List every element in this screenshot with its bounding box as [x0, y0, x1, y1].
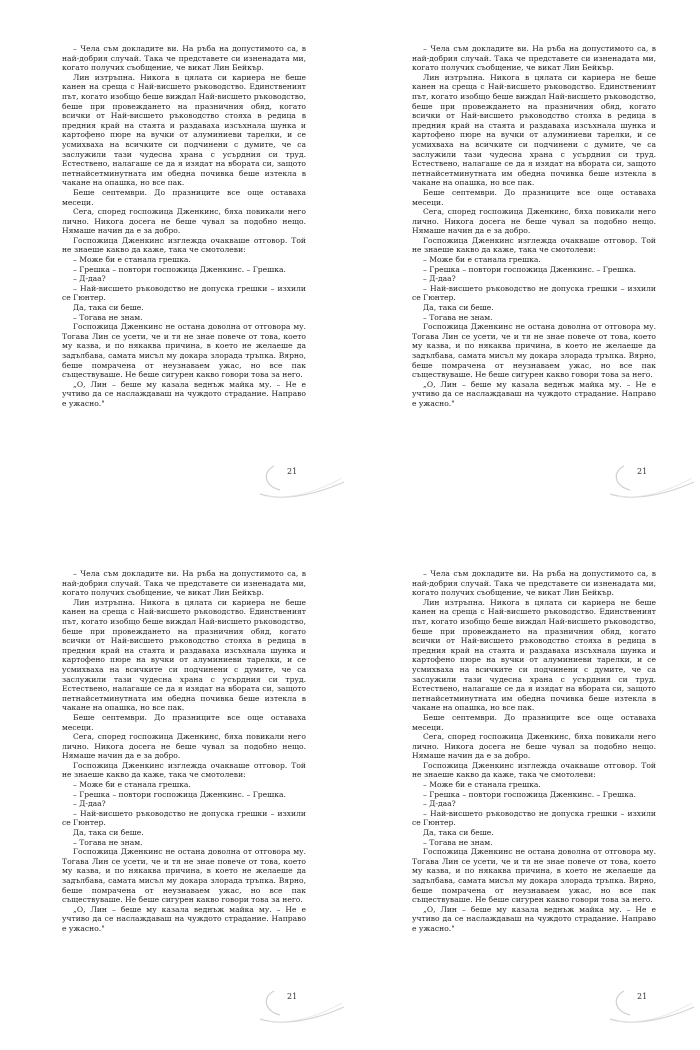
paragraph: – Може би е станала грешка.: [73, 780, 191, 790]
decorative-swoosh-icon: [608, 460, 696, 500]
paragraph: Да, така си беше.: [423, 828, 494, 838]
paragraph: – Най-висшето ръководство не допуска грешки – изхили се Гюнтер.: [62, 808, 306, 828]
page-number: 21: [637, 467, 648, 476]
page-body-text: [412, 569, 656, 934]
paragraph: – Грешка – повтори госпожица Дженкинс. – Грешка.: [73, 264, 286, 274]
paragraph: Сега, според госпожица Дженкинс, бяха повикали него лично. Никога досега не беше чувал за подобно нещо. Нямаше начин да е за добро.: [412, 207, 656, 236]
paragraph: – Чела съм докладите ви. На ръба на допустимото са, в най-добрия случай. Така че представете си изненадата ми, когато получих съобщение, че викат Лин Бейкър.: [412, 44, 656, 73]
paragraph: Госпожица Дженкинс изглежда очакваше отговор. Той не знаеше какво да каже, така че смотолеви:: [62, 760, 306, 780]
paragraph: Да, така си беше.: [73, 828, 144, 838]
paragraph: Сега, според госпожица Дженкинс, бяха повикали него лично. Никога досега не беше чувал за подобно нещо. Нямаше начин да е за добро.: [62, 207, 306, 236]
book-page: [350, 525, 700, 1050]
paragraph: – Тогава не знам.: [423, 837, 493, 847]
paragraph: Лин изтръпна. Никога в цялата си кариера не беше канен на среща с Най-висшето ръководство. Единственият път, когато изобщо беше виждал Най-висшето ръководство, беше при провеждането на празничния обяд, когато всички от Най-висшето ръководство стояха в редица в предния край на стаята и раздаваха изсъхнала шунка и картофено пюре на вучки от алуминиеви тарелки, и се усмихваха на всичките си подчинени с думите, че са заслужили тази чудесна храна с усърдния си труд. Естествено, налагаше се да я изядат на вбората си, защото петнайсетминутната им обедна почивка беше изтекла в чакане на опашка, но все пак.: [412, 72, 656, 188]
paragraph: – Д-даа?: [423, 799, 456, 809]
paragraph: Лин изтръпна. Никога в цялата си кариера не беше канен на среща с Най-висшето ръководство. Единственият път, когато изобщо беше виждал Най-висшето ръководство, беше при провеждането на празничния обяд, когато всички от Най-висшето ръководство стояха в редица в предния край на стаята и раздаваха изсъхнала шунка и картофено пюре на вучки от алуминиеви тарелки, и се усмихваха на всичките си подчинени с думите, че са заслужили тази чудесна храна с усърдния си труд. Естествено, налагаше се да я изядат на вбората си, защото петнайсетминутната им обедна почивка беше изтекла в чакане на опашка, но все пак.: [412, 597, 656, 713]
paragraph: – Д-даа?: [423, 274, 456, 284]
paragraph: Лин изтръпна. Никога в цялата си кариера не беше канен на среща с Най-висшето ръководство. Единственият път, когато изобщо беше виждал Най-висшето ръководство, беше при провеждането на празничния обяд, когато всички от Най-висшето ръководство стояха в редица в предния край на стаята и раздаваха изсъхнала шунка и картофено пюре на вучки от алуминиеви тарелки, и се усмихваха на всичките си подчинени с думите, че са заслужили тази чудесна храна с усърдния си труд. Естествено, налагаше се да я изядат на вбората си, защото петнайсетминутната им обедна почивка беше изтекла в чакане на опашка, но все пак.: [62, 72, 306, 188]
paragraph: – Тогава не знам.: [73, 837, 143, 847]
paragraph: – Може би е станала грешка.: [423, 255, 541, 265]
paragraph: Да, така си беше.: [423, 303, 494, 313]
paragraph: Беше септември. До празниците все още оставаха месеци.: [62, 712, 306, 732]
paragraph: – Най-висшето ръководство не допуска грешки – изхили се Гюнтер.: [412, 808, 656, 828]
book-page: [350, 0, 700, 525]
page-number: 21: [637, 992, 648, 1001]
page-body-text: [412, 44, 656, 409]
paragraph: – Може би е станала грешка.: [73, 255, 191, 265]
decorative-swoosh-icon: [258, 985, 346, 1025]
book-page: [0, 525, 350, 1050]
paragraph: Беше септември. До празниците все още оставаха месеци.: [412, 187, 656, 207]
paragraph: Госпожица Дженкинс не остана доволна от отговора му. Тогава Лин се усети, че и тя не знае повече от това, което му казва, и по някаква причина, в което не желаеше да задълбава, самата мисъл му докара злорада тръпка. Вярно, беше помрачена от неузнаваем ужас, но все пак съществуваше. Не беше сигурен какво говори това за него.: [412, 322, 656, 380]
paragraph: Беше септември. До празниците все още оставаха месеци.: [62, 187, 306, 207]
paragraph: Беше септември. До празниците все още оставаха месеци.: [412, 712, 656, 732]
paragraph: – Чела съм докладите ви. На ръба на допустимото са, в най-добрия случай. Така че представете си изненадата ми, когато получих съобщение, че викат Лин Бейкър.: [62, 569, 306, 598]
paragraph: – Грешка – повтори госпожица Дженкинс. – Грешка.: [423, 264, 636, 274]
paragraph: Лин изтръпна. Никога в цялата си кариера не беше канен на среща с Най-висшето ръководство. Единственият път, когато изобщо беше виждал Най-висшето ръководство, беше при провеждането на празничния обяд, когато всички от Най-висшето ръководство стояха в редица в предния край на стаята и раздаваха изсъхнала шунка и картофено пюре на вучки от алуминиеви тарелки, и се усмихваха на всичките си подчинени с думите, че са заслужили тази чудесна храна с усърдния си труд. Естествено, налагаше се да я изядат на вбората си, защото петнайсетминутната им обедна почивка беше изтекла в чакане на опашка, но все пак.: [62, 597, 306, 713]
paragraph: – Д-даа?: [73, 799, 106, 809]
paragraph: – Чела съм докладите ви. На ръба на допустимото са, в най-добрия случай. Така че представете си изненадата ми, когато получих съобщение, че викат Лин Бейкър.: [62, 44, 306, 73]
paragraph: Сега, според госпожица Дженкинс, бяха повикали него лично. Никога досега не беше чувал за подобно нещо. Нямаше начин да е за добро.: [62, 732, 306, 761]
paragraph: Сега, според госпожица Дженкинс, бяха повикали него лично. Никога досега не беше чувал за подобно нещо. Нямаше начин да е за добро.: [412, 732, 656, 761]
page-body-text: [62, 569, 306, 934]
decorative-swoosh-icon: [258, 460, 346, 500]
paragraph: Госпожица Дженкинс изглежда очакваше отговор. Той не знаеше какво да каже, така че смотолеви:: [62, 235, 306, 255]
paragraph: Да, така си беше.: [73, 303, 144, 313]
paragraph: – Грешка – повтори госпожица Дженкинс. – Грешка.: [423, 789, 636, 799]
paragraph: „О, Лин – беше му казала веднъж майка му. – Не е учтиво да се наслаждаваш на чуждото страдание. Направо е ужасно.": [412, 379, 656, 408]
paragraph: – Тогава не знам.: [73, 312, 143, 322]
paragraph: – Най-висшето ръководство не допуска грешки – изхили се Гюнтер.: [62, 283, 306, 303]
paragraph: Госпожица Дженкинс не остана доволна от отговора му. Тогава Лин се усети, че и тя не знае повече от това, което му казва, и по някаква причина, в което не желаеше да задълбава, самата мисъл му докара злорада тръпка. Вярно, беше помрачена от неузнаваем ужас, но все пак съществуваше. Не беше сигурен какво говори това за него.: [62, 847, 306, 905]
paragraph: „О, Лин – беше му казала веднъж майка му. – Не е учтиво да се наслаждаваш на чуждото страдание. Направо е ужасно.": [62, 379, 306, 408]
paragraph: Госпожица Дженкинс не остана доволна от отговора му. Тогава Лин се усети, че и тя не знае повече от това, което му казва, и по някаква причина, в което не желаеше да задълбава, самата мисъл му докара злорада тръпка. Вярно, беше помрачена от неузнаваем ужас, но все пак съществуваше. Не беше сигурен какво говори това за него.: [62, 322, 306, 380]
paragraph: – Д-даа?: [73, 274, 106, 284]
page-number: 21: [287, 992, 298, 1001]
paragraph: Госпожица Дженкинс изглежда очакваше отговор. Той не знаеше какво да каже, така че смотолеви:: [412, 235, 656, 255]
paragraph: – Най-висшето ръководство не допуска грешки – изхили се Гюнтер.: [412, 283, 656, 303]
paragraph: Госпожица Дженкинс не остана доволна от отговора му. Тогава Лин се усети, че и тя не знае повече от това, което му казва, и по някаква причина, в което не желаеше да задълбава, самата мисъл му докара злорада тръпка. Вярно, беше помрачена от неузнаваем ужас, но все пак съществуваше. Не беше сигурен какво говори това за него.: [412, 847, 656, 905]
paragraph: „О, Лин – беше му казала веднъж майка му. – Не е учтиво да се наслаждаваш на чуждото страдание. Направо е ужасно.": [62, 904, 306, 933]
paragraph: „О, Лин – беше му казала веднъж майка му. – Не е учтиво да се наслаждаваш на чуждото страдание. Направо е ужасно.": [412, 904, 656, 933]
paragraph: – Може би е станала грешка.: [423, 780, 541, 790]
paragraph: – Тогава не знам.: [423, 312, 493, 322]
page-body-text: [62, 44, 306, 409]
page-number: 21: [287, 467, 298, 476]
decorative-swoosh-icon: [608, 985, 696, 1025]
paragraph: – Грешка – повтори госпожица Дженкинс. – Грешка.: [73, 789, 286, 799]
paragraph: – Чела съм докладите ви. На ръба на допустимото са, в най-добрия случай. Така че представете си изненадата ми, когато получих съобщение, че викат Лин Бейкър.: [412, 569, 656, 598]
paragraph: Госпожица Дженкинс изглежда очакваше отговор. Той не знаеше какво да каже, така че смотолеви:: [412, 760, 656, 780]
book-page: [0, 0, 350, 525]
